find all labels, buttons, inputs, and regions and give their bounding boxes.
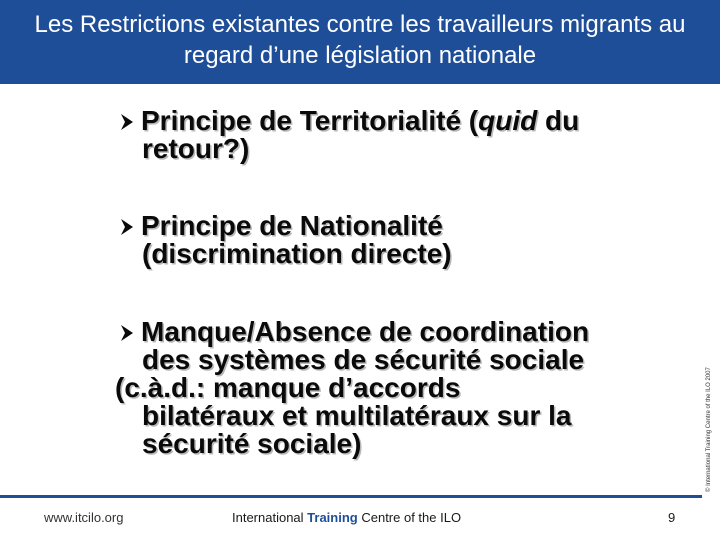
copyright-notice: © International Training Centre of the ILO 2007 (706, 367, 712, 492)
footer-organization (232, 510, 461, 525)
footer-org-prefix: International (232, 510, 308, 525)
bullet-line: retour?) (142, 133, 250, 164)
bullet-text: Manque/Absence de coordination (141, 316, 590, 347)
footer-org-suffix: Centre of the ILO (357, 510, 462, 525)
arrow-bullet-icon (120, 218, 134, 236)
footer-url-link[interactable]: www.itcilo.org (44, 510, 124, 525)
bullet-territoriality (120, 107, 579, 163)
bullet-line: sécurité sociale) (142, 428, 362, 459)
bullet-line (120, 212, 452, 240)
bullet-text-italic: quid (478, 105, 538, 136)
page-number: 9 (668, 510, 676, 525)
bullet-line (120, 318, 589, 346)
bullet-text: du (537, 105, 580, 136)
bullet-line: des systèmes de sécurité sociale (142, 344, 585, 375)
footer-org-strong: Training (307, 510, 358, 525)
bullet-text: Principe de Territorialité ( (141, 105, 479, 136)
bullet-text: Principe de Nationalité (141, 210, 443, 241)
slide-title: Les Restrictions existantes contre les travailleurs migrants au regard d’une législation nationale (34, 10, 686, 69)
slide-header (0, 0, 720, 84)
arrow-bullet-icon (120, 324, 134, 342)
bullet-nationality (120, 212, 452, 268)
footer-divider (0, 495, 702, 498)
bullet-line: (c.à.d.: manque d’accords (115, 372, 461, 403)
bullet-line: (discrimination directe) (142, 238, 452, 269)
bullet-coordination (115, 316, 590, 459)
bullet-line: bilatéraux et multilatéraux sur la (142, 400, 572, 431)
bullet-line (120, 107, 579, 135)
arrow-bullet-icon (120, 113, 134, 131)
